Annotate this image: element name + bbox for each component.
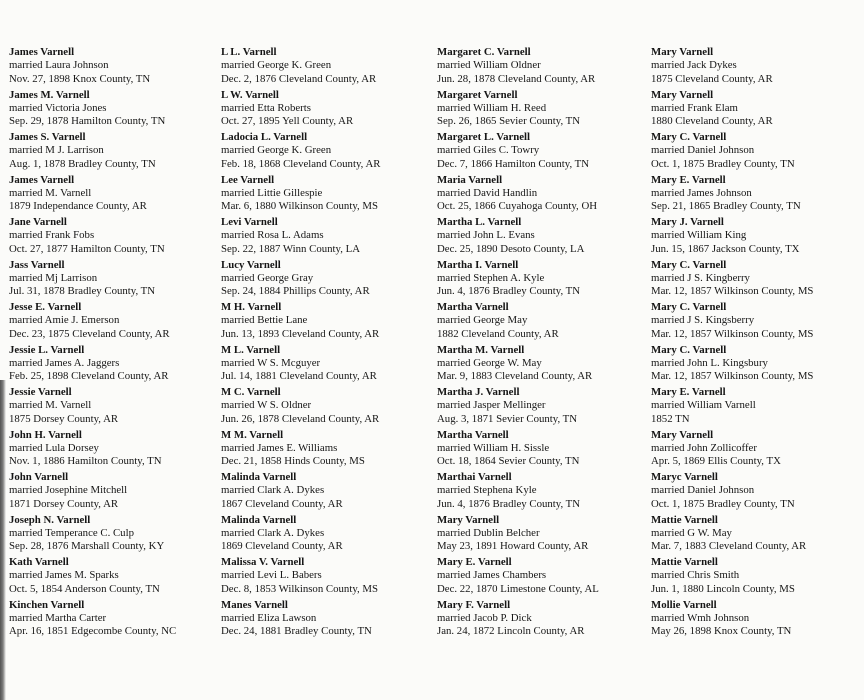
spouse-line: married Laura Johnson xyxy=(9,59,109,72)
spouse-line: married John L. Kingsbury xyxy=(651,356,768,369)
date-place-line: Oct. 1, 1875 Bradley County, TN xyxy=(651,157,795,170)
date-place-line: 1869 Cleveland County, AR xyxy=(221,540,343,553)
marriage-record xyxy=(651,46,861,89)
marriage-record xyxy=(9,216,219,259)
person-name: M L. Varnell xyxy=(221,343,281,356)
marriage-record xyxy=(437,46,647,89)
person-name: Martha J. Varnell xyxy=(437,386,520,398)
person-name: Mary Varnell xyxy=(651,46,714,58)
spouse-line: married John Zollicoffer xyxy=(651,441,757,454)
marriage-record xyxy=(437,514,647,557)
person-name: Jessie Varnell xyxy=(9,386,72,398)
spouse-line: married J S. Kingberry xyxy=(651,271,750,284)
date-place-line: Oct. 27, 1877 Hamilton County, TN xyxy=(9,242,165,255)
marriage-record xyxy=(437,259,647,302)
person-name: Marthai Varnell xyxy=(437,471,512,483)
person-name: Mattie Varnell xyxy=(651,556,718,568)
date-place-line: Oct. 25, 1866 Cuyahoga County, OH xyxy=(437,200,598,213)
person-name: Mattie Varnell xyxy=(651,513,718,526)
spouse-line: married W S. Mcguyer xyxy=(221,356,321,369)
records-column-1 xyxy=(9,46,219,641)
marriage-record xyxy=(9,386,219,429)
date-place-line: Mar. 6, 1880 Wilkinson County, MS xyxy=(221,200,379,213)
person-name: Manes Varnell xyxy=(221,598,288,611)
date-place-line: 1871 Dorsey County, AR xyxy=(9,497,119,510)
date-place-line: 1875 Cleveland County, AR xyxy=(651,72,773,85)
date-place-line: Dec. 22, 1870 Limestone County, AL xyxy=(437,582,599,595)
person-name: James M. Varnell xyxy=(9,88,90,101)
person-name: James Varnell xyxy=(9,173,75,186)
marriage-record xyxy=(221,301,431,344)
spouse-line: married Giles C. Towry xyxy=(437,144,540,157)
marriage-record xyxy=(651,301,861,344)
date-place-line: Jul. 31, 1878 Bradley County, TN xyxy=(9,285,156,298)
spouse-line: married Amie J. Emerson xyxy=(9,314,120,327)
marriage-record xyxy=(221,89,431,132)
person-name: Margaret Varnell xyxy=(437,88,518,101)
person-name: Mary E. Varnell xyxy=(651,173,726,186)
marriage-record xyxy=(651,514,861,557)
person-name: Martha L. Varnell xyxy=(437,216,522,228)
person-name: Mary Varnell xyxy=(651,88,714,101)
date-place-line: Dec. 21, 1858 Hinds County, MS xyxy=(221,455,365,468)
person-name: L W. Varnell xyxy=(221,88,279,101)
person-name: Margaret C. Varnell xyxy=(437,46,531,58)
date-place-line: Oct. 27, 1895 Yell County, AR xyxy=(221,115,354,128)
date-place-line: Jan. 24, 1872 Lincoln County, AR xyxy=(437,625,585,638)
date-place-line: Mar. 7, 1883 Cleveland County, AR xyxy=(651,540,807,553)
person-name: Jass Varnell xyxy=(9,258,65,271)
spouse-line: married Jasper Mellinger xyxy=(437,399,546,412)
spouse-line: married Stephena Kyle xyxy=(437,484,537,497)
person-name: Kath Varnell xyxy=(9,556,69,568)
person-name: Mary C. Varnell xyxy=(651,131,727,143)
marriage-record xyxy=(437,344,647,387)
person-name: Mary J. Varnell xyxy=(651,216,724,228)
date-place-line: Oct. 1, 1875 Bradley County, TN xyxy=(651,497,795,510)
date-place-line: Sep. 21, 1865 Bradley County, TN xyxy=(651,200,801,213)
spouse-line: married James Chambers xyxy=(437,569,547,582)
spouse-line: married David Handlin xyxy=(437,186,538,199)
date-place-line: Sep. 26, 1865 Sevier County, TN xyxy=(437,115,581,128)
marriage-record xyxy=(221,514,431,557)
marriage-record xyxy=(221,46,431,89)
date-place-line: 1867 Cleveland County, AR xyxy=(221,497,343,510)
marriage-record xyxy=(437,429,647,472)
marriage-record xyxy=(437,556,647,599)
marriage-record xyxy=(9,344,219,387)
date-place-line: 1875 Dorsey County, AR xyxy=(9,412,119,425)
marriage-record xyxy=(9,514,219,557)
spouse-line: married George K. Green xyxy=(221,59,332,72)
spouse-line: married Clark A. Dykes xyxy=(221,526,325,539)
person-name: Jessie L. Varnell xyxy=(9,343,85,356)
spouse-line: married M. Varnell xyxy=(9,399,92,412)
person-name: Ladocia L. Varnell xyxy=(221,131,308,143)
date-place-line: Nov. 1, 1886 Hamilton County, TN xyxy=(9,455,162,468)
date-place-line: Aug. 3, 1871 Sevier County, TN xyxy=(437,412,578,425)
marriage-record xyxy=(221,131,431,174)
person-name: M H. Varnell xyxy=(221,301,282,313)
date-place-line: Sep. 24, 1884 Phillips County, AR xyxy=(221,285,370,298)
records-column-4 xyxy=(651,46,861,641)
spouse-line: married Rosa L. Adams xyxy=(221,229,324,242)
person-name: James S. Varnell xyxy=(9,131,86,143)
marriage-record xyxy=(9,556,219,599)
person-name: Maryc Varnell xyxy=(651,471,718,483)
marriage-record xyxy=(221,174,431,217)
marriage-record xyxy=(9,429,219,472)
date-place-line: May 23, 1891 Howard County, AR xyxy=(437,540,589,553)
spouse-line: married Josephine Mitchell xyxy=(9,484,128,497)
spouse-line: married George W. May xyxy=(437,356,542,369)
marriage-record xyxy=(221,344,431,387)
date-place-line: Sep. 22, 1887 Winn County, LA xyxy=(221,242,361,255)
date-place-line: Apr. 16, 1851 Edgecombe County, NC xyxy=(9,625,177,638)
spouse-line: married James Johnson xyxy=(651,186,752,199)
person-name: M M. Varnell xyxy=(221,428,284,441)
person-name: Malinda Varnell xyxy=(221,471,297,483)
marriage-record xyxy=(437,599,647,642)
person-name: John H. Varnell xyxy=(9,428,82,441)
date-place-line: Sep. 29, 1878 Hamilton County, TN xyxy=(9,115,166,128)
date-place-line: Mar. 12, 1857 Wilkinson County, MS xyxy=(651,285,814,298)
date-place-line: Jul. 14, 1881 Cleveland County, AR xyxy=(221,370,377,383)
marriage-record xyxy=(651,556,861,599)
person-name: Mary C. Varnell xyxy=(651,258,727,271)
marriage-record xyxy=(437,89,647,132)
spouse-line: married Levi L. Babers xyxy=(221,569,322,582)
date-place-line: May 26, 1898 Knox County, TN xyxy=(651,625,792,638)
spouse-line: married William H. Reed xyxy=(437,101,547,114)
date-place-line: Dec. 8, 1853 Wilkinson County, MS xyxy=(221,582,379,595)
person-name: Mary E. Varnell xyxy=(437,556,512,568)
spouse-line: married W S. Oldner xyxy=(221,399,312,412)
spouse-line: married Bettie Lane xyxy=(221,314,308,327)
spouse-line: married M J. Larrison xyxy=(9,144,104,157)
date-place-line: Mar. 12, 1857 Wilkinson County, MS xyxy=(651,370,814,383)
person-name: M C. Varnell xyxy=(221,386,281,398)
date-place-line: 1880 Cleveland County, AR xyxy=(651,115,773,128)
spouse-line: married William Oldner xyxy=(437,59,541,72)
spouse-line: married William Varnell xyxy=(651,399,756,412)
date-place-line: Dec. 24, 1881 Bradley County, TN xyxy=(221,625,372,638)
spouse-line: married Daniel Johnson xyxy=(651,484,755,497)
marriage-record xyxy=(221,556,431,599)
spouse-line: married J S. Kingsberry xyxy=(651,314,755,327)
marriage-record xyxy=(221,429,431,472)
date-place-line: Jun. 26, 1878 Cleveland County, AR xyxy=(221,412,380,425)
person-name: Mary E. Varnell xyxy=(651,386,726,398)
spouse-line: married Etta Roberts xyxy=(221,101,311,114)
person-name: Malinda Varnell xyxy=(221,513,297,526)
marriage-record xyxy=(651,259,861,302)
marriage-record xyxy=(437,386,647,429)
spouse-line: married John L. Evans xyxy=(437,229,535,242)
person-name: Mary C. Varnell xyxy=(651,301,727,313)
spouse-line: married Littie Gillespie xyxy=(221,186,323,199)
spouse-line: married William H. Sissle xyxy=(437,441,550,454)
date-place-line: Oct. 18, 1864 Sevier County, TN xyxy=(437,455,580,468)
date-place-line: Dec. 7, 1866 Hamilton County, TN xyxy=(437,157,590,170)
spouse-line: married Lula Dorsey xyxy=(9,441,99,454)
spouse-line: married James A. Jaggers xyxy=(9,356,120,369)
date-place-line: Jun. 4, 1876 Bradley County, TN xyxy=(437,285,581,298)
spouse-line: married Wmh Johnson xyxy=(651,611,750,624)
spouse-line: married Dublin Belcher xyxy=(437,526,540,539)
marriage-record xyxy=(437,174,647,217)
spouse-line: married Frank Fobs xyxy=(9,229,95,242)
date-place-line: Dec. 23, 1875 Cleveland County, AR xyxy=(9,327,170,340)
spouse-line: married G W. May xyxy=(651,526,732,539)
spouse-line: married Temperance C. Culp xyxy=(9,526,134,539)
marriage-record xyxy=(9,301,219,344)
spouse-line: married George Gray xyxy=(221,271,314,284)
page-edge-shadow xyxy=(0,380,6,700)
marriage-record xyxy=(651,599,861,642)
marriage-record xyxy=(9,131,219,174)
marriage-record xyxy=(221,386,431,429)
marriage-record xyxy=(9,259,219,302)
records-column-2 xyxy=(221,46,431,641)
spouse-line: married Jacob P. Dick xyxy=(437,611,532,624)
spouse-line: married William King xyxy=(651,229,747,242)
person-name: Lee Varnell xyxy=(221,173,275,186)
person-name: Mary F. Varnell xyxy=(437,598,511,611)
marriage-record xyxy=(437,131,647,174)
spouse-line: married Clark A. Dykes xyxy=(221,484,325,497)
person-name: James Varnell xyxy=(9,46,75,58)
date-place-line: Feb. 18, 1868 Cleveland County, AR xyxy=(221,157,381,170)
marriage-record xyxy=(651,216,861,259)
spouse-line: married Chris Smith xyxy=(651,569,740,582)
marriage-record xyxy=(9,174,219,217)
spouse-line: married George K. Green xyxy=(221,144,332,157)
marriage-record xyxy=(437,471,647,514)
date-place-line: Mar. 9, 1883 Cleveland County, AR xyxy=(437,370,593,383)
person-name: Mollie Varnell xyxy=(651,598,717,611)
marriage-record xyxy=(651,471,861,514)
spouse-line: married Jack Dykes xyxy=(651,59,737,72)
spouse-line: married James E. Williams xyxy=(221,441,338,454)
date-place-line: Dec. 2, 1876 Cleveland County, AR xyxy=(221,72,377,85)
spouse-line: married Daniel Johnson xyxy=(651,144,755,157)
date-place-line: Feb. 25, 1898 Cleveland County, AR xyxy=(9,370,169,383)
spouse-line: married James M. Sparks xyxy=(9,569,119,582)
person-name: John Varnell xyxy=(9,471,69,483)
spouse-line: married Frank Elam xyxy=(651,101,738,114)
marriage-record xyxy=(651,89,861,132)
date-place-line: Jun. 13, 1893 Cleveland County, AR xyxy=(221,327,380,340)
person-name: Lucy Varnell xyxy=(221,258,281,271)
spouse-line: married Mj Larrison xyxy=(9,271,98,284)
person-name: Levi Varnell xyxy=(221,216,278,228)
marriage-record xyxy=(9,599,219,642)
marriage-record xyxy=(651,174,861,217)
marriage-record xyxy=(437,216,647,259)
spouse-line: married Eliza Lawson xyxy=(221,611,317,624)
date-place-line: Oct. 5, 1854 Anderson County, TN xyxy=(9,582,160,595)
date-place-line: Apr. 5, 1869 Ellis County, TX xyxy=(651,455,781,468)
marriage-record xyxy=(221,599,431,642)
marriage-record xyxy=(221,259,431,302)
date-place-line: 1882 Cleveland County, AR xyxy=(437,327,559,340)
marriage-record xyxy=(651,131,861,174)
spouse-line: married Stephen A. Kyle xyxy=(437,271,545,284)
person-name: Maria Varnell xyxy=(437,173,503,186)
person-name: Margaret L. Varnell xyxy=(437,131,531,143)
date-place-line: Aug. 1, 1878 Bradley County, TN xyxy=(9,157,156,170)
spouse-line: married George May xyxy=(437,314,528,327)
marriage-record xyxy=(9,89,219,132)
marriage-record xyxy=(651,429,861,472)
date-place-line: Jun. 28, 1878 Cleveland County, AR xyxy=(437,72,596,85)
marriage-record xyxy=(651,344,861,387)
marriage-record xyxy=(651,386,861,429)
marriage-record xyxy=(221,216,431,259)
marriage-record xyxy=(221,471,431,514)
date-place-line: Mar. 12, 1857 Wilkinson County, MS xyxy=(651,327,814,340)
person-name: Martha Varnell xyxy=(437,301,509,313)
date-place-line: Jun. 15, 1867 Jackson County, TX xyxy=(651,242,800,255)
person-name: Mary Varnell xyxy=(651,428,714,441)
spouse-line: married Victoria Jones xyxy=(9,101,107,114)
records-column-3 xyxy=(437,46,647,641)
spouse-line: married M. Varnell xyxy=(9,186,92,199)
date-place-line: Jun. 1, 1880 Lincoln County, MS xyxy=(651,582,795,595)
person-name: Mary C. Varnell xyxy=(651,343,727,356)
person-name: Martha Varnell xyxy=(437,428,509,441)
person-name: Martha I. Varnell xyxy=(437,258,519,271)
person-name: Mary Varnell xyxy=(437,513,500,526)
marriage-record xyxy=(437,301,647,344)
person-name: Malissa V. Varnell xyxy=(221,556,305,568)
marriage-record xyxy=(9,471,219,514)
date-place-line: Sep. 28, 1876 Marshall County, KY xyxy=(9,540,165,553)
marriage-record xyxy=(9,46,219,89)
person-name: Jesse E. Varnell xyxy=(9,301,82,313)
person-name: L L. Varnell xyxy=(221,46,277,58)
date-place-line: Dec. 25, 1890 Desoto County, LA xyxy=(437,242,585,255)
spouse-line: married Martha Carter xyxy=(9,611,107,624)
date-place-line: Nov. 27, 1898 Knox County, TN xyxy=(9,72,151,85)
date-place-line: Jun. 4, 1876 Bradley County, TN xyxy=(437,497,581,510)
date-place-line: 1879 Independance County, AR xyxy=(9,200,147,213)
person-name: Jane Varnell xyxy=(9,216,67,228)
person-name: Kinchen Varnell xyxy=(9,598,85,611)
person-name: Joseph N. Varnell xyxy=(9,513,91,526)
person-name: Martha M. Varnell xyxy=(437,343,525,356)
date-place-line: 1852 TN xyxy=(651,412,690,425)
